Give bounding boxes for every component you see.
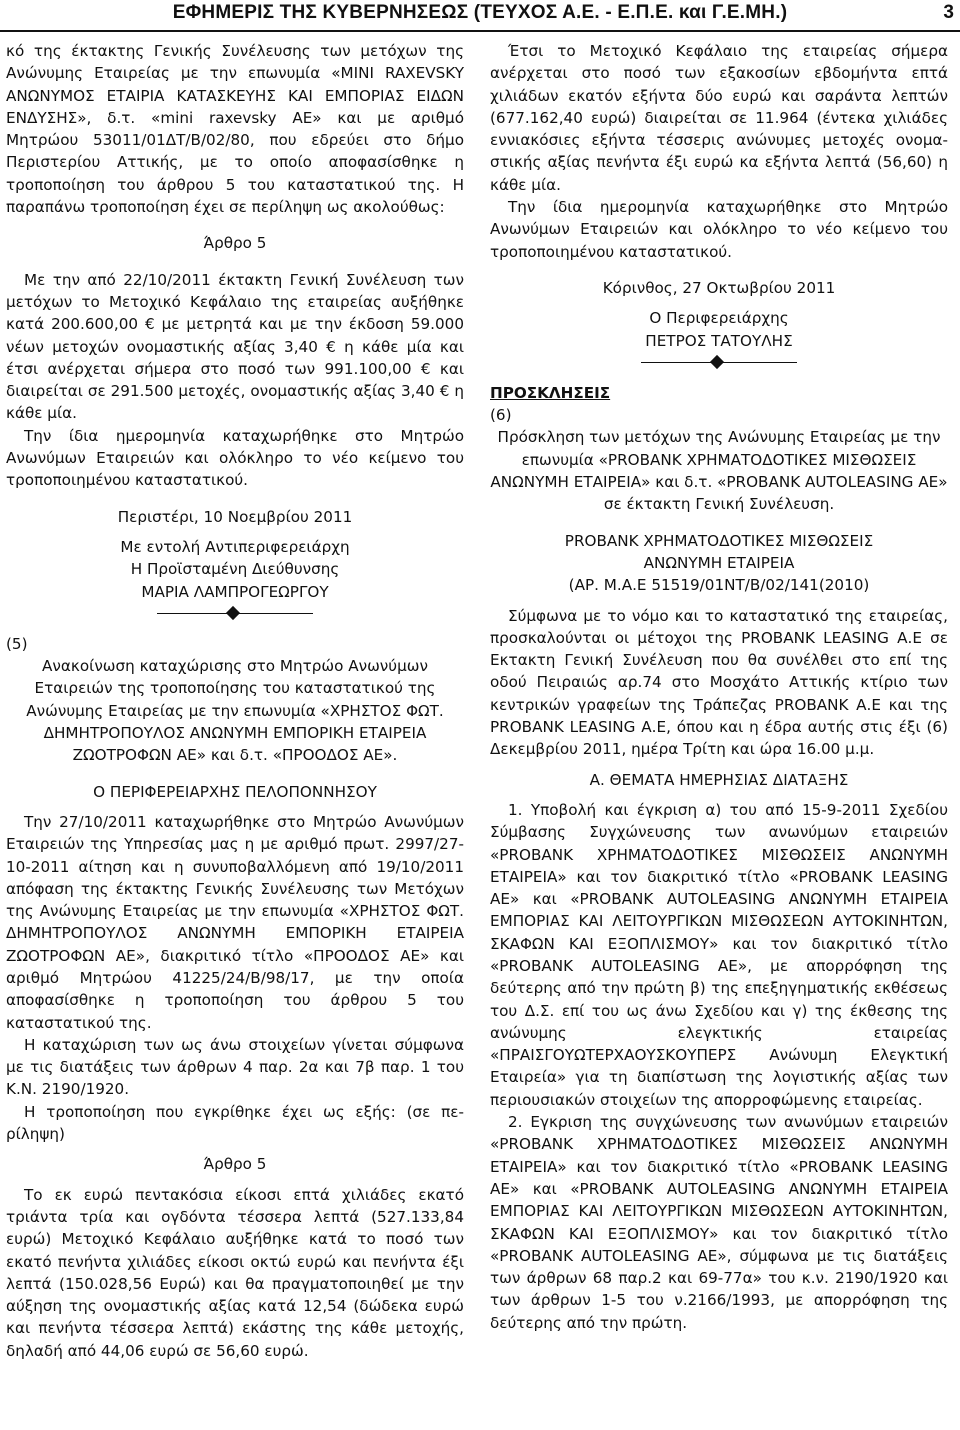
company-name-line-2: ΑΝΩΝΥΜΗ ΕΤΑΙΡΕΙΑ bbox=[643, 553, 795, 572]
signature-line-1: Με εντολή Αντιπεριφερειάρχη bbox=[120, 537, 350, 556]
section-divider bbox=[157, 607, 313, 621]
left-column bbox=[6, 40, 464, 1362]
gazette-title: ΕΦΗΜΕΡΙΣ ΤΗΣ ΚΥΒΕΡΝΗΣΕΩΣ (ΤΕΥΧΟΣ Α.Ε. - Ε.Π.Ε. και Γ.Ε.ΜΗ.) bbox=[172, 2, 788, 23]
authority-heading: Ο ΠΕΡΙΦΕΡΕΙΑΡΧΗΣ ΠΕΛΟΠΟΝΝΗΣΟΥ bbox=[93, 782, 377, 801]
agenda-title: Α. ΘΕΜΑΤΑ ΗΜΕΡΗΣΙΑΣ ΔΙΑΤΑΞΗΣ bbox=[589, 770, 849, 789]
page-number: 3 bbox=[943, 2, 954, 23]
left-paragraph-2: Με την από 22/10/2011 έκτακτη Γενική Συνέλευση των μετόχων το Μετοχικό Κεφάλαιο της εταιρείας αυξήθηκε κατά 200.600,00 € με μετρητά και με την έκδοση 59.000 νέων μετοχών ονομαστικής αξίας 3,40 € η κάθε μία και έτσι ανέρχεται σήμερα στο ποσό των 991.100,00 € και διαιρείται σε 291.500 μετοχές, ονομαστικής αξίας 3,40 € η κάθε μία. bbox=[6, 270, 464, 423]
right-column bbox=[490, 40, 948, 1334]
place-date: Περιστέρι, 10 Νοεμβρίου 2011 bbox=[117, 507, 353, 526]
signature-line-1: Ο Περιφερειάρχης bbox=[649, 309, 789, 328]
company-name-line-1: PROBANK ΧΡΗΜΑΤΟΔΟΤΙΚΕΣ ΜΙΣΘΩΣΕΙΣ bbox=[564, 531, 874, 550]
diamond-icon bbox=[226, 606, 240, 620]
notice-title: Πρόσκληση των μετόχων της Ανώνυμης Εταιρείας με την επωνυμία «PROBANK ΧΡΗΜΑΤΟΔΟΤΙΚΕΣ ΜΙΣΘΩΣΕΙΣ ΑΝΩΝΥΜΗ ΕΤΑΙΡΕΙΑ» και δ.τ. «PROBANK AUTOLEASING AE» σε έκτακτη Γενική Συνέλευση. bbox=[490, 428, 948, 514]
left-paragraph-3: Την ίδια ημερομηνία καταχωρήθηκε στο Μητρώο Ανωνύμων Εταιρειών και ολόκληρο το νέο κείμενο του τροποποιημένου καταστατικού. bbox=[6, 426, 464, 490]
header-rule bbox=[0, 30, 960, 32]
article-heading-2: Άρθρο 5 bbox=[203, 1155, 267, 1174]
article-heading-1: Άρθρο 5 bbox=[203, 234, 267, 253]
page-header bbox=[0, 0, 960, 34]
section-divider bbox=[641, 356, 797, 370]
signature-name: ΠΕΤΡΟΣ ΤΑΤΟΥΛΗΣ bbox=[645, 331, 793, 350]
left-paragraph-7: Το εκ ευρώ πεντακόσια είκοσι επτά χιλιάδες εκατό τριάντα τρία και ογδόντα τέσσερα λεπτά (527.133,84 ευρώ) Μετοχικό Κεφάλαιο αυξήθηκε κατά το ποσό των εκατό πενήντα χιλιάδες είκοσι οκτώ ευρώ και πενήντα έξι λεπτά (150.028,56 Ευρώ) και θα πραγματοποιηθεί με την αύξηση της ονομαστικής αξίας κατά 12,54 (δώδεκα ευρώ και πενήντα τέσσερα λεπτά) εκάστης της κάθε μετοχής, δηλαδή από 44,06 ευρώ σε 56,60 ευρώ. bbox=[6, 1185, 464, 1360]
section-title: ΠΡΟΣΚΛΗΣΕΙΣ bbox=[490, 383, 611, 402]
right-paragraph-3: Σύμφωνα με το νόμο και το καταστατικό της εταιρείας, προσκαλούνται οι μέτοχοι της PROBANK LEASING Α.Ε σε Εκτακτη Γενική Συνέλευση που θα συνέλθει στο επί της οδού Πειραιώς αρ.74 στο Μοσχάτο Αττικής κτίριο των κεντρικών γραφείων της Τράπεζας PROBANK Α.Ε και της PROBANK LEASING Α.Ε, όπου και η έδρα αυτής στις έξι (6) Δεκεμβρίου 2011, ημέρα Τρίτη και ώρα 16.00 μ.μ. bbox=[490, 606, 948, 759]
notice-title: Ανακοίνωση καταχώρισης στο Μητρώο Ανωνύμων Εταιρειών της τροποποίησης του καταστατικού της Ανώνυμης Εταιρείας με την επωνυμία «ΧΡΗΣΤΟΣ ΦΩΤ. ΔΗΜΗΤΡΟΠΟΥΛΟΣ ΑΝΩΝΥΜΗ ΕΜΠΟΡΙΚΗ ΕΤΑΙΡΕΙΑ ΖΩΟΤΡΟΦΩΝ ΑΕ» και δ.τ. «ΠΡΟΟΔΟΣ ΑΕ». bbox=[26, 657, 444, 765]
notice-number: (5) bbox=[6, 634, 28, 653]
signature-name: ΜΑΡΙΑ ΛΑΜΠΡΟΓΕΩΡΓΟΥ bbox=[141, 582, 329, 601]
left-paragraph-5: Η καταχώριση των ως άνω στοιχείων γίνεται σύμφωνα με τις διατάξεις των άρθρων 4 παρ. 2α και 7β παρ. 1 του Κ.Ν. 2190/1920. bbox=[6, 1035, 464, 1099]
company-registry: (ΑΡ. Μ.Α.Ε 51519/01ΝΤ/Β/02/141(2010) bbox=[568, 576, 870, 595]
place-date: Κόρινθος, 27 Οκτωβρίου 2011 bbox=[602, 278, 836, 297]
right-paragraph-1: Έτσι το Μετοχικό Κεφάλαιο της εταιρείας σήμερα ανέρχεται στο ποσό των εξακοσίων εβδομήντα επτά χιλιάδων εκατόν εξήντα δύο ευρώ και σαράντα λεπτών (677.162,40 ευρώ) διαιρείται σε 11.964 (έντεκα χιλιάδες εννιακόσιες εξήντα τέσσερις ανώνυμες μετοχές ονομαστικής αξίας πενήντα έξι ευρώ κα εξήντα λεπτά (56,60) η κάθε μία. bbox=[490, 42, 948, 194]
diamond-icon bbox=[710, 355, 724, 369]
notice-number: (6) bbox=[490, 406, 512, 425]
left-paragraph-6: Η τροποποίηση που εγκρίθηκε έχει ως εξής: (σε περίληψη) bbox=[6, 1102, 464, 1144]
agenda-item-2: 2. Εγκριση της συγχώνευσης των ανωνύμων εταιρειών «PROBANK ΧΡΗΜΑΤΟΔΟΤΙΚΕΣ ΜΙΣΘΩΣΕΙΣ ΑΝΩΝΥΜΗ ΕΤΑΙΡΕΙΑ» και τον διακριτικό τίτλο «PROBANK LEASING ΑΕ» και «PROBANK AUTOLEASING ΑΝΩΝΥΜΗ ΕΤΑΙΡΕΙΑ ΕΜΠΟΡΙΑΣ ΚΑΙ ΛΕΙΤΟΥΡΓΙΚΩΝ ΜΙΣΘΩΣΕΩΝ ΑΥΤΟΚΙΝΗΤΩΝ, ΣΚΑΦΩΝ ΚΑΙ ΕΞΟΠΛΙΣΜΟΥ» και τον διακριτικό τίτλο «PROBANK AUTOLEASING ΑΕ», σύμφωνα με τις διατάξεις των άρθρων 68 παρ.2 και 69-77α» του κ.ν. 2190/1920 και των άρθρων 1-5 του ν.2166/1993, με απορρόφηση της δεύτερης από την πρώτη. bbox=[490, 1113, 948, 1332]
right-paragraph-2: Την ίδια ημερομηνία καταχωρήθηκε στο Μητρώο Ανωνύμων Εταιρειών και ολόκληρο το νέο κείμενο του τροποποιημένου καταστατικού. bbox=[490, 198, 948, 261]
signature-line-2: Η Προϊσταμένη Διεύθυνσης bbox=[130, 560, 340, 579]
left-paragraph-1: κό της έκτακτης Γενικής Συνέλευσης των μετόχων της Ανώνυμης Εταιρείας με την επωνυμία «MINI RAXEVSKY ΑΝΩΝΥΜΟΣ ΕΤΑΙΡΙΑ ΚΑΤΑΣΚΕΥΗΣ ΚΑΙ ΕΜΠΟΡΙΑΣ ΕΙΔΩΝ ΕΝΔΥΣΗΣ», δ.τ. «mini raxevsky ΑΕ» και με αριθμό Μητρώου 53011/01ΔΤ/Β/02/80, που εδρεύει στο δήμο Περιστερίου Αττικής, με το οποίο αποφασίσθηκε η τροποποίηση του άρθρου 5 του καταστατικού της. Η παραπάνω τροποποίηση έχει σε περίληψη ως ακολούθως: bbox=[6, 42, 464, 217]
left-paragraph-4: Την 27/10/2011 καταχωρήθηκε στο Μητρώο Ανωνύμων Εταιρειών της Υπηρεσίας μας η με αριθμό πρωτ. 2997/27-10-2011 αίτηση και η συνυποβαλλόμενη από 19/10/2011 απόφαση της έκτακτης Γενικής Συνέλευσης των Μετόχων της Ανώνυμης Εταιρείας με την επωνυμία «ΧΡΗΣΤΟΣ ΦΩΤ. ΔΗΜΗΤΡΟΠΟΥΛΟΣ ΑΝΩΝΥΜΗ ΕΜΠΟΡΙΚΗ ΕΤΑΙΡΕΙΑ ΖΩΟΤΡΟΦΩΝ ΑΕ», διακριτικό τίτλο «ΠΡΟΟΔΟΣ ΑΕ» και αριθμό Μητρώου 41225/24/Β/98/17, με την οποία αποφασίσθηκε η τροποποίηση του άρθρου 5 του καταστατικού της. bbox=[6, 812, 464, 1032]
agenda-item-1: 1. Υποβολή και έγκριση α) του από 15-9-2011 Σχεδίου Σύμβασης Συγχώνευσης των ανωνύμων εταιρειών «PROBANK ΧΡΗΜΑΤΟΔΟΤΙΚΕΣ ΜΙΣΘΩΣΕΙΣ ΑΝΩΝΥΜΗ ΕΤΑΙΡΕΙΑ» και τον διακριτικό τίτλο «PROBANK LEASING ΑΕ» και «PROBANK AUTOLEASING ΑΝΩΝΥΜΗ ΕΤΑΙΡΕΙΑ ΕΜΠΟΡΙΑΣ ΚΑΙ ΛΕΙΤΟΥΡΓΙΚΩΝ ΜΙΣΘΩΣΕΩΝ ΑΥΤΟΚΙΝΗΤΩΝ, ΣΚΑΦΩΝ ΚΑΙ ΕΞΟΠΛΙΣΜΟΥ» και τον διακριτικό τίτλο «PROBANK AUTOLEASING ΑΕ», με απορρόφηση της δεύτερης από την πρώτη β) της επεξηγηματικής εκθέσεως του Δ.Σ. επί του ως άνω Σχεδίου και γ) της έκθεσης της ανώνυμης ελεγκτικής εταιρείας «ΠΡΑΙΣΓΟΥΩΤΕΡΧΑΟΥΣΚΟΥΠΕΡΣ Ανώνυμη Ελεγκτική Εταιρεία» για τη διαπίστωση της λογιστικής αξίας των περιουσιακών στοιχείων της απορροφώμενης εταιρείας. bbox=[490, 800, 948, 1109]
